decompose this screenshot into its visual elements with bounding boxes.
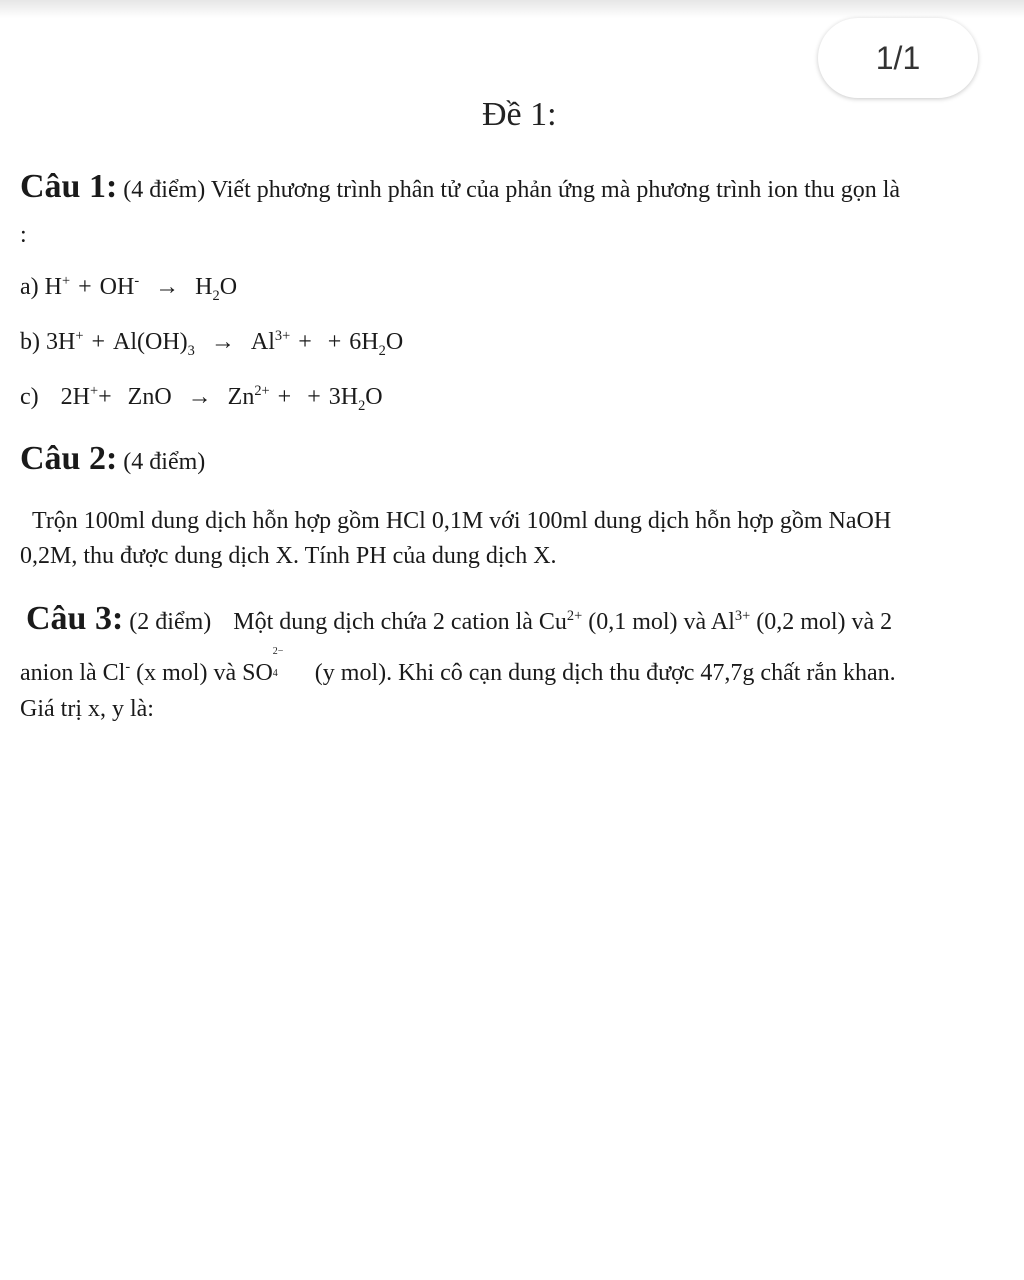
question-3-line-2: anion là Cl- (x mol) và SO 2− 4 (y mol). Khi cô cạn dung dịch thu được 47,7g chất rắn khan. xyxy=(20,646,896,686)
top-shadow xyxy=(0,0,1024,18)
question-3-label: Câu 3: xyxy=(26,600,124,637)
question-2-points: (4 điểm) xyxy=(123,449,206,475)
equation-a-label: a) xyxy=(20,274,39,300)
page-indicator-text: 1/1 xyxy=(875,39,921,76)
document-title: Đề 1: xyxy=(482,96,557,133)
question-2-line-2: 0,2M, thu được dung dịch X. Tính PH của dung dịch X. xyxy=(20,543,557,569)
sulfate-formula: SO 2− 4 xyxy=(242,646,284,686)
question-1-header xyxy=(20,168,900,206)
question-3-points: (2 điểm) xyxy=(129,609,212,635)
question-3-line-3: Giá trị x, y là: xyxy=(20,696,154,722)
equation-c-label: c) xyxy=(20,384,39,410)
page-indicator xyxy=(818,18,978,98)
question-2-label: Câu 2: xyxy=(20,440,118,477)
question-1-label: Câu 1: xyxy=(20,168,118,205)
equation-b-label: b) xyxy=(20,329,40,355)
question-3-rest: (y mol). Khi cô cạn dung dịch thu được 47,7g chất rắn khan. xyxy=(314,660,896,686)
question-1-points: (4 điểm) xyxy=(123,177,206,203)
equation-a: a) $H^+ + OH^- \to H_2O$ xyxy=(20,273,238,304)
equation-b: b) $3H^+ + Al(OH)_3 \to Al^{3+}$ + + $6H_2O$ xyxy=(20,328,404,359)
question-1-colon: : xyxy=(20,222,27,248)
question-2-header xyxy=(20,440,205,478)
anion-text: anion là xyxy=(20,660,97,686)
al-amount: (0,2 mol) và 2 xyxy=(756,609,893,635)
cl-amount: (x mol) và xyxy=(136,660,237,686)
cu-amount: (0,1 mol) và xyxy=(588,609,707,635)
question-3-text: Một dung dịch chứa 2 cation là xyxy=(233,609,533,635)
question-3-line-1: Câu 3: (2 điểm) Một dung dịch chứa 2 cation là $Cu^{2+}$ (0,1 mol) và $Al^{3+}$ (0,2 mol) và 2 xyxy=(26,600,893,637)
equation-c: c) 2H++ ZnO → $Zn^{2+}$ + + $3H_2O$ xyxy=(20,383,383,414)
question-1-text: Viết phương trình phân tử của phản ứng mà phương trình ion thu gọn là xyxy=(210,177,901,203)
question-2-line-1: Trộn 100ml dung dịch hỗn hợp gồm HCl 0,1M với 100ml dung dịch hỗn hợp gồm NaOH xyxy=(32,508,892,534)
